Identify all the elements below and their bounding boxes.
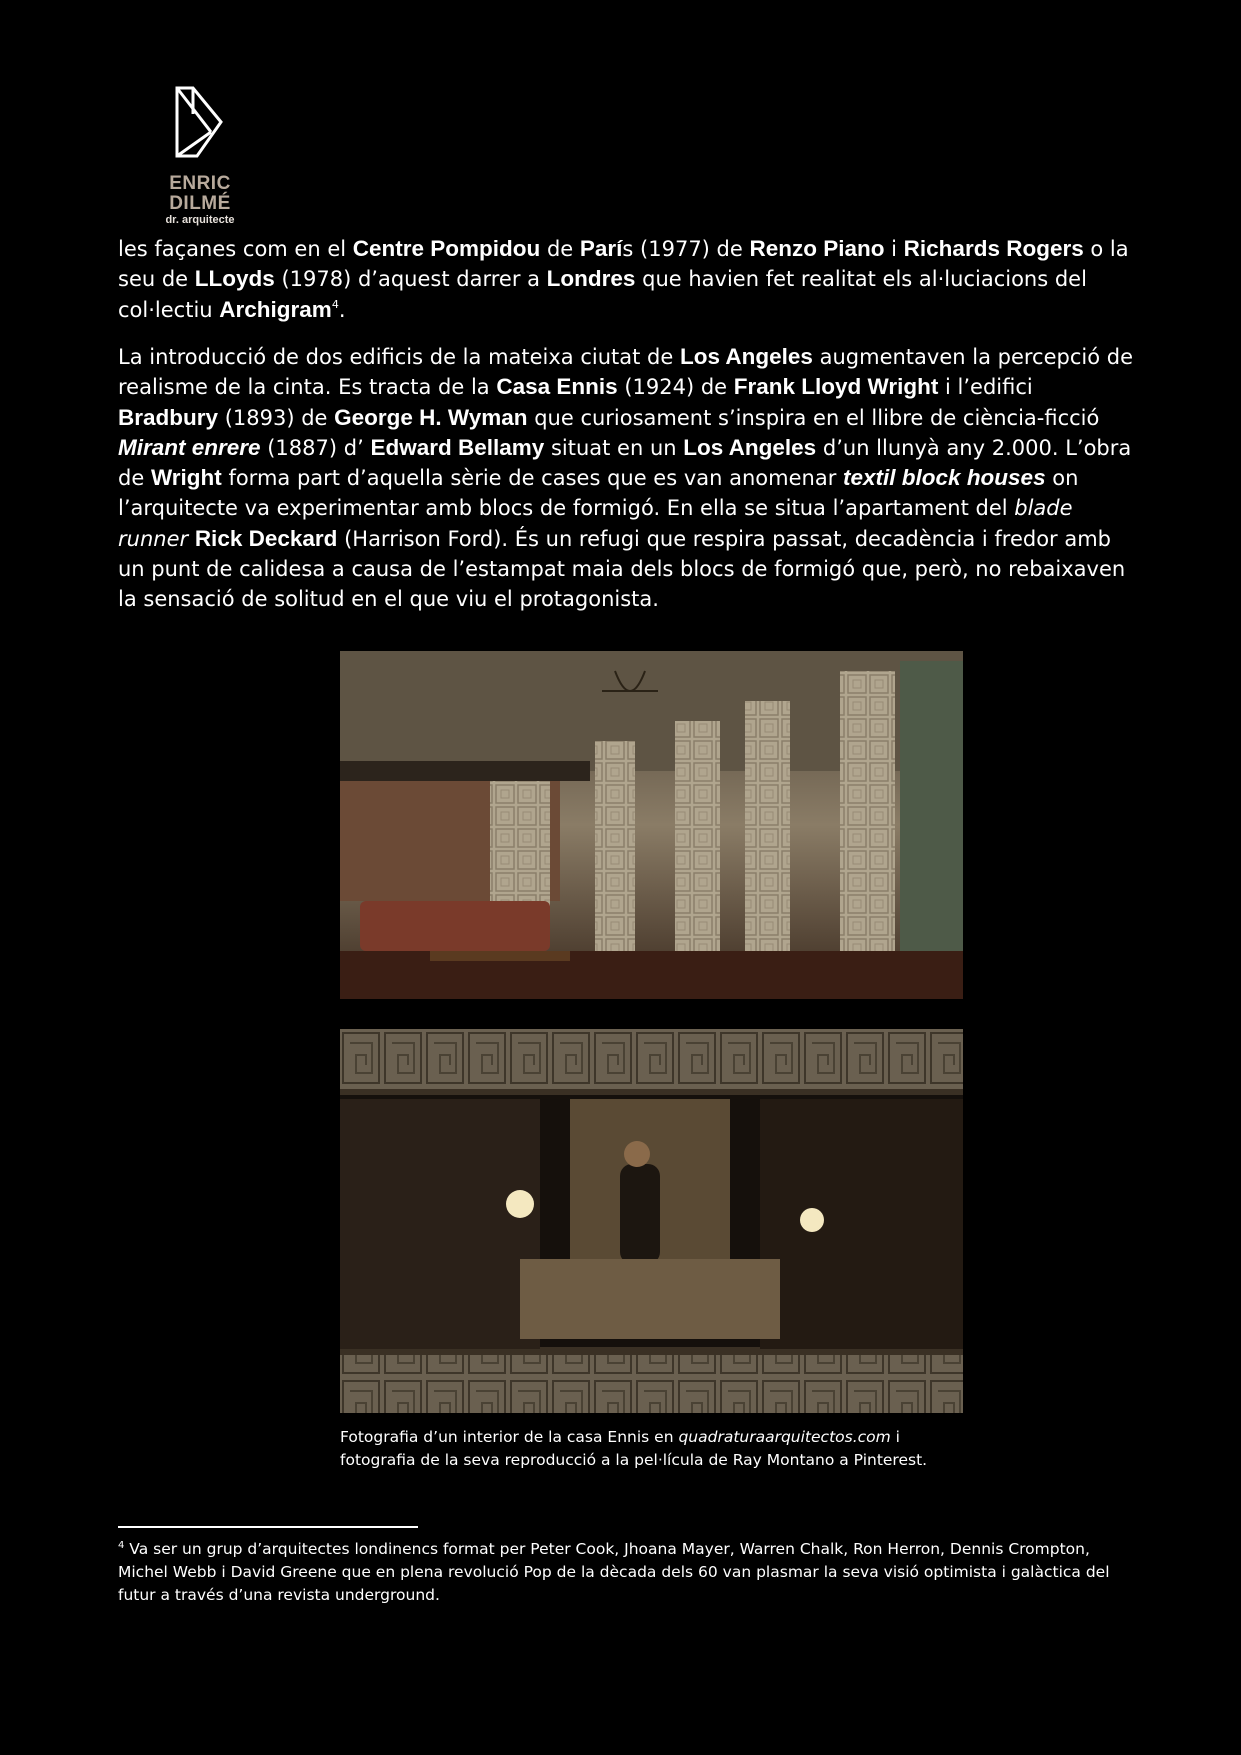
paragraph2-run: Bradbury [118, 404, 219, 430]
paragraph2-run: situat en un [544, 435, 684, 460]
paragraph2-run [188, 527, 195, 551]
paragraph2-run: Edward Bellamy [370, 434, 545, 460]
paragraph1-run: 4 [331, 297, 339, 311]
paragraph2-run: (Harrison Ford). És un refugi que respira passat, decadència i fredor amb un punt de calidesa a causa de l’estampat maia dels blocs de formigó que, però, no rebaixaven la sensació de solitud en el que viu el protagonista. [118, 526, 1126, 612]
footnote-run: Va ser un grup d’arquitectes londinencs format per Peter Cook, Jhoana Mayer, Warren Chalk, Ron Herron, Dennis Crompton, Michel Webb i David Greene que en plena revolució Pop de la dècada dels 60 van plasmar la seva visió optimista i galàctica del futur a través d’una revista underground. [118, 1540, 1110, 1604]
logo [142, 84, 258, 227]
paragraph2-run: Wright [150, 465, 222, 491]
paragraph1-run: . [338, 297, 346, 322]
footnote-4 [118, 1538, 1138, 1607]
paragraph1-run: Londres [546, 266, 636, 292]
paragraph-2 [118, 342, 1138, 615]
ennis-house-interior-photo [340, 651, 963, 999]
paragraph2-run: i l’edifici [938, 375, 1033, 400]
paragraph2-run: Rick Deckard [194, 525, 338, 551]
paragraph2-run: blade runner [118, 496, 1073, 551]
paragraph2-run: forma part d’aquella sèrie de cases que es van anomenar [221, 466, 844, 491]
caption-run: i fotografia de la seva reproducció a la pel·lícula de Ray Montano a Pinterest. [340, 1428, 928, 1469]
paragraph1-run: Centre Pompidou [352, 236, 541, 261]
paragraph2-run: George H. Wyman [334, 404, 528, 430]
paragraph1-run: que havien fet realitat els al·luciacions del col·lectiu [118, 267, 1087, 322]
logo-subtitle: dr. arquitecte [165, 214, 235, 226]
paragraph1-run: o la seu de [118, 237, 1129, 292]
paragraph2-run: textil block houses [843, 465, 1046, 491]
paragraph1-run: Parí [579, 236, 623, 261]
paragraph1-run: Richards Rogers [903, 236, 1084, 261]
paragraph2-run: Casa Ennis [496, 374, 618, 400]
paragraph1-run: de [540, 237, 580, 261]
footnote-run: 4 [118, 1540, 125, 1551]
paragraph2-run: d’un llunyà any 2.000. L’obra de [118, 435, 1132, 491]
paragraph1-run: Renzo Piano [749, 236, 885, 261]
caption-run: quadraturaarquitectos.com [678, 1428, 891, 1446]
paragraph-1 [118, 234, 1138, 325]
paragraph2-run: Los Angeles [683, 434, 817, 460]
caption-run: Fotografia d’un interior de la casa Ennis en [340, 1428, 679, 1446]
footnote-divider [118, 1526, 418, 1528]
logo-mark-icon [171, 84, 229, 160]
blade-runner-film-still [340, 1029, 963, 1413]
paragraph1-run: (1978) d’aquest darrer a [274, 267, 547, 292]
paragraph2-run: Frank Lloyd Wright [733, 374, 939, 400]
paragraph2-run: augmentaven la percepció de realisme de la cinta. Es tracta de la [118, 345, 1133, 400]
paragraph2-run: Los Angeles [679, 344, 813, 369]
paragraph2-run: (1887) d’ [260, 435, 371, 460]
paragraph2-run: que curiosament s’inspira en el llibre de ciència-ficció [527, 405, 1100, 430]
paragraph1-run: Archigram [219, 296, 332, 322]
paragraph2-run: on l’arquitecte va experimentar amb blocs de formigó. En ella se situa l’apartament del [118, 466, 1079, 521]
paragraph2-run: (1893) de [218, 405, 335, 430]
paragraph2-run: (1924) de [617, 375, 734, 400]
paragraph1-run: les façanes com en el [118, 237, 353, 261]
paragraph1-run: LLoyds [194, 266, 275, 292]
image-caption [340, 1426, 960, 1472]
paragraph2-run: Mirant enrere [118, 434, 261, 460]
paragraph1-run: s (1977) de [622, 237, 750, 261]
paragraph2-run: La introducció de dos edificis de la mateixa ciutat de [118, 345, 680, 369]
paragraph1-run: i [884, 237, 904, 261]
logo-name: ENRIC DILMÉ [169, 173, 231, 214]
